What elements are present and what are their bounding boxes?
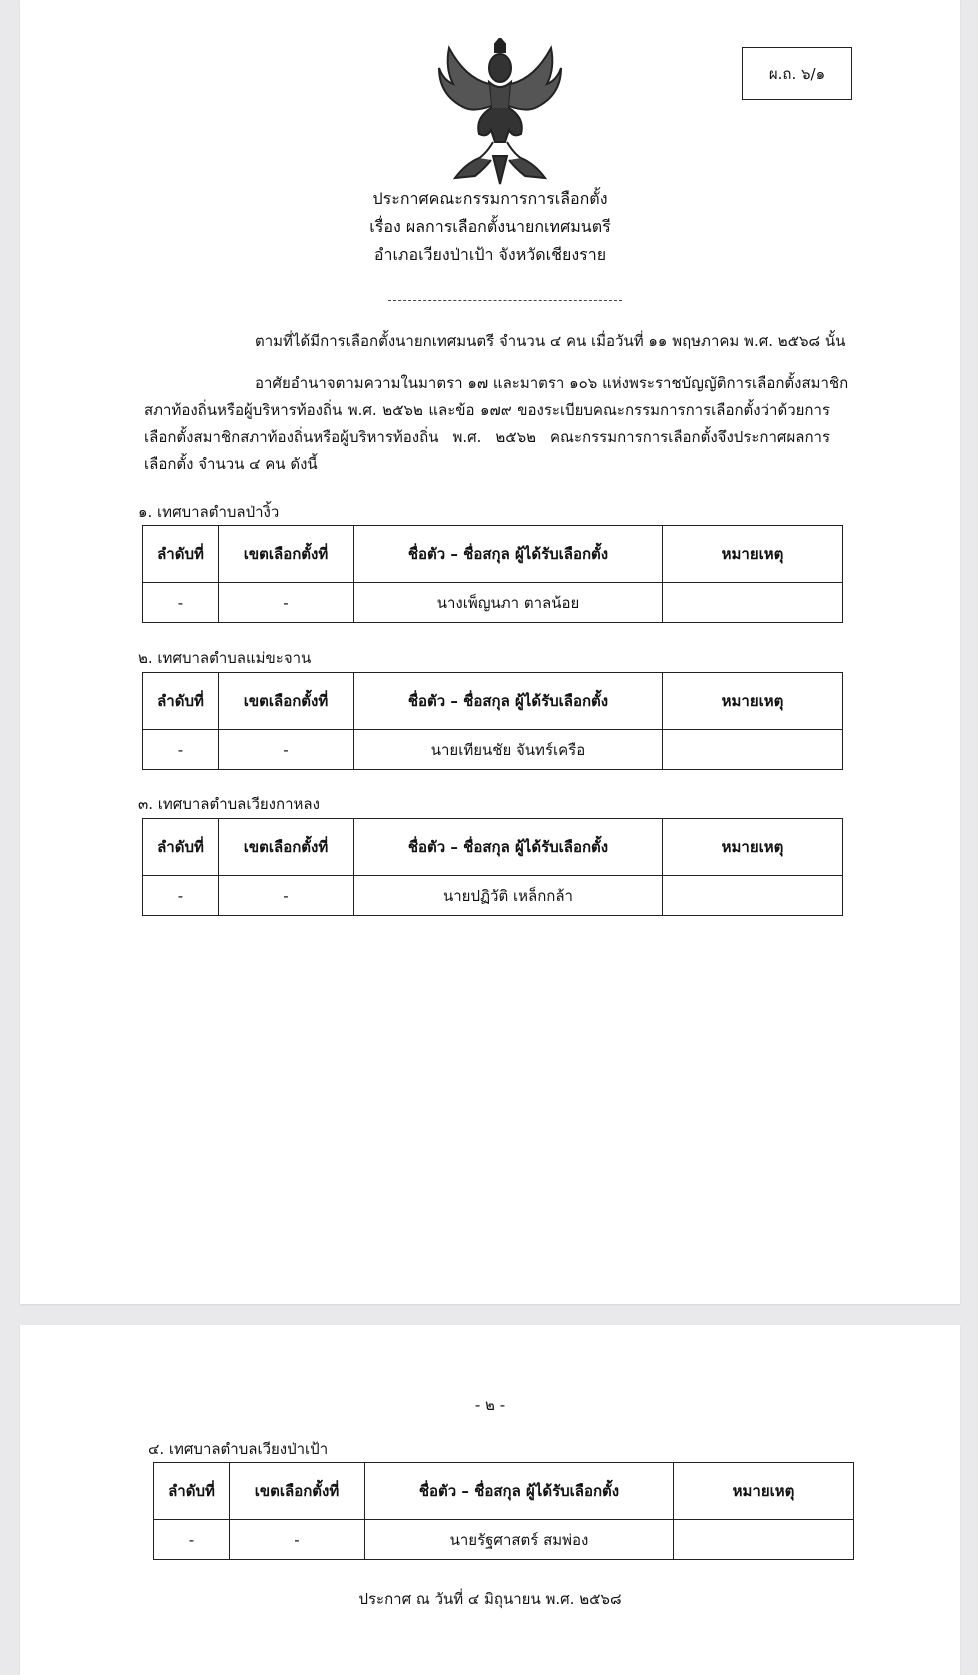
header-district: เขตเลือกตั้งที่ xyxy=(219,673,354,730)
header-remark: หมายเหตุ xyxy=(674,1463,854,1520)
header-remark: หมายเหตุ xyxy=(663,526,843,583)
cell-district: - xyxy=(219,583,354,623)
header-district: เขตเลือกตั้งที่ xyxy=(230,1463,365,1520)
header-name: ชื่อตัว – ชื่อสกุล ผู้ได้รับเลือกตั้ง xyxy=(354,673,663,730)
document-page-2 xyxy=(20,1325,960,1675)
results-table-3 xyxy=(142,818,843,916)
document-page-1 xyxy=(20,0,960,1304)
section-title-1: ๑. เทศบาลตำบลป่างิ้ว xyxy=(138,503,280,521)
table-row xyxy=(143,876,843,916)
cell-order: - xyxy=(154,1520,230,1560)
announcement-date: ประกาศ ณ วันที่ ๔ มิถุนายน พ.ศ. ๒๕๖๘ xyxy=(358,1590,622,1608)
paragraph-2-first-line: อาศัยอำนาจตามความในมาตรา ๑๗ และมาตรา ๑๐๖ แห่งพระราชบัญญัติการเลือกตั้งสมาชิก xyxy=(255,374,849,392)
header-name: ชื่อตัว – ชื่อสกุล ผู้ได้รับเลือกตั้ง xyxy=(354,526,663,583)
header-name: ชื่อตัว – ชื่อสกุล ผู้ได้รับเลือกตั้ง xyxy=(354,819,663,876)
header-remark: หมายเหตุ xyxy=(663,673,843,730)
cell-remark xyxy=(663,583,843,623)
cell-remark xyxy=(663,876,843,916)
header-divider xyxy=(388,300,622,301)
garuda-emblem-icon xyxy=(435,38,565,186)
cell-district: - xyxy=(219,730,354,770)
results-table-1 xyxy=(142,525,843,623)
page-number: - ๒ - xyxy=(474,1396,506,1414)
cell-order: - xyxy=(143,583,219,623)
cell-name: นางเพ็ญนภา ตาลน้อย xyxy=(354,583,663,623)
cell-remark xyxy=(674,1520,854,1560)
results-table-4 xyxy=(153,1462,854,1560)
header-order: ลำดับที่ xyxy=(154,1463,230,1520)
form-code: ผ.ถ. ๖/๑ xyxy=(768,64,826,83)
cell-order: - xyxy=(143,730,219,770)
table-row xyxy=(143,730,843,770)
paragraph-1: ตามที่ได้มีการเลือกตั้งนายกเทศมนตรี จำนวน ๔ คน เมื่อวันที่ ๑๑ พฤษภาคม พ.ศ. ๒๕๖๘ นั้น xyxy=(255,332,846,350)
header-order: ลำดับที่ xyxy=(143,819,219,876)
notice-subject: เรื่อง ผลการเลือกตั้งนายกเทศมนตรี xyxy=(369,217,611,236)
results-table-2 xyxy=(142,672,843,770)
paragraph-2-continued: สภาท้องถิ่นหรือผู้บริหารท้องถิ่น พ.ศ. ๒๕๖๒ และข้อ ๑๗๙ ของระเบียบคณะกรรมการการเลือกตั้งว่าด้วยการเลือกตั้งสมาชิกสภาท้องถิ่นหรือผู้บริหารท้องถิ่น พ.ศ. ๒๕๖๒ คณะกรรมการการเลือกตั้งจึงประกาศผลการเลือกตั้ง จำนวน ๔ คน ดังนี้ xyxy=(144,401,830,473)
table-row xyxy=(143,583,843,623)
header-name: ชื่อตัว – ชื่อสกุล ผู้ได้รับเลือกตั้ง xyxy=(365,1463,674,1520)
section-title-4: ๔. เทศบาลตำบลเวียงป่าเป้า xyxy=(148,1440,329,1458)
notice-title: ประกาศคณะกรรมการการเลือกตั้ง xyxy=(372,189,608,208)
cell-name: นายเทียนชัย จันทร์เครือ xyxy=(354,730,663,770)
header-order: ลำดับที่ xyxy=(143,673,219,730)
header-district: เขตเลือกตั้งที่ xyxy=(219,526,354,583)
cell-order: - xyxy=(143,876,219,916)
cell-district: - xyxy=(219,876,354,916)
cell-name: นายรัฐศาสตร์ สมพ่อง xyxy=(365,1520,674,1560)
table-row xyxy=(154,1520,854,1560)
cell-district: - xyxy=(230,1520,365,1560)
section-title-3: ๓. เทศบาลตำบลเวียงกาหลง xyxy=(138,795,320,813)
cell-name: นายปฏิวัติ เหล็กกล้า xyxy=(354,876,663,916)
form-code-box xyxy=(742,47,852,100)
header-district: เขตเลือกตั้งที่ xyxy=(219,819,354,876)
cell-remark xyxy=(663,730,843,770)
notice-location: อำเภอเวียงป่าเป้า จังหวัดเชียงราย xyxy=(373,245,607,264)
header-remark: หมายเหตุ xyxy=(663,819,843,876)
section-title-2: ๒. เทศบาลตำบลแม่ขะจาน xyxy=(138,649,312,667)
header-order: ลำดับที่ xyxy=(143,526,219,583)
